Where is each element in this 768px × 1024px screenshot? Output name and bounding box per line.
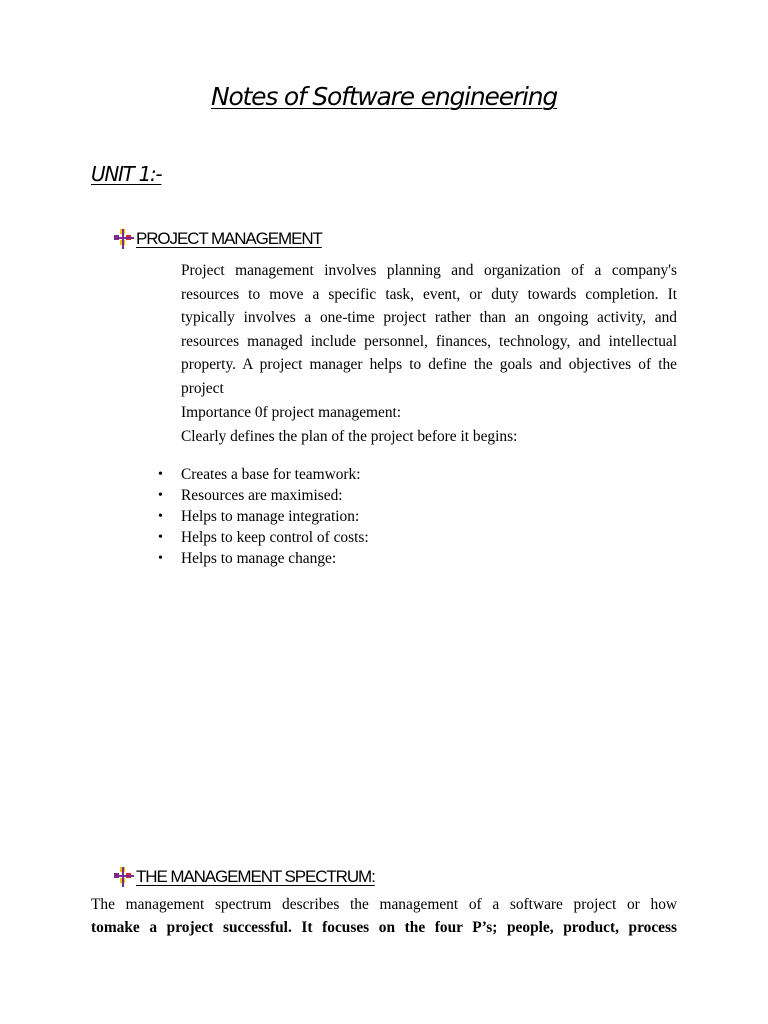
clearly-defines-line: Clearly defines the plan of the project before it begins: xyxy=(181,428,518,445)
bullet-dot-icon: • xyxy=(158,488,163,503)
unit-label: UNIT 1:- xyxy=(91,162,162,186)
section-heading-text: THE MANAGEMENT SPECTRUM: xyxy=(136,867,375,886)
list-item: • Creates a base for teamwork: xyxy=(158,466,361,483)
bullet-dot-icon: • xyxy=(158,530,163,545)
section-heading-text: PROJECT MANAGEMENT xyxy=(136,229,322,248)
paragraph-text: Project management involves planning and organization of a company's resources to move a specific task, event, or duty towards completion. It typically involves a one-time project rather than an ongoing activity, and resources managed include personnel, finances, technology, and intellectual property. A project manager helps to define the goals and objectives of the project xyxy=(181,262,677,397)
management-spectrum-line-1: The management spectrum describes the management of a software project or how xyxy=(91,896,677,913)
four-square-cross-bullet-icon xyxy=(113,228,135,250)
importance-line: Importance 0f project management: xyxy=(181,404,402,421)
document-title: Notes of Software engineering xyxy=(210,82,558,111)
importance-bullet-list xyxy=(158,464,369,569)
bullet-dot-icon: • xyxy=(158,509,163,524)
section-heading-project-management xyxy=(113,226,322,252)
project-management-paragraph xyxy=(181,259,677,401)
bullet-dot-icon: • xyxy=(158,551,163,566)
list-item: • Helps to manage integration: xyxy=(158,508,360,525)
list-item: • Helps to keep control of costs: xyxy=(158,529,369,546)
four-square-cross-bullet-icon xyxy=(113,866,135,888)
list-item: • Resources are maximised: xyxy=(158,487,343,504)
management-spectrum-line-2: tomake a project successful. It focuses on the four P’s; people, product, process xyxy=(91,919,677,936)
section-heading-management-spectrum xyxy=(113,864,375,890)
bullet-dot-icon: • xyxy=(158,467,163,482)
list-item: • Helps to manage change: xyxy=(158,550,337,567)
